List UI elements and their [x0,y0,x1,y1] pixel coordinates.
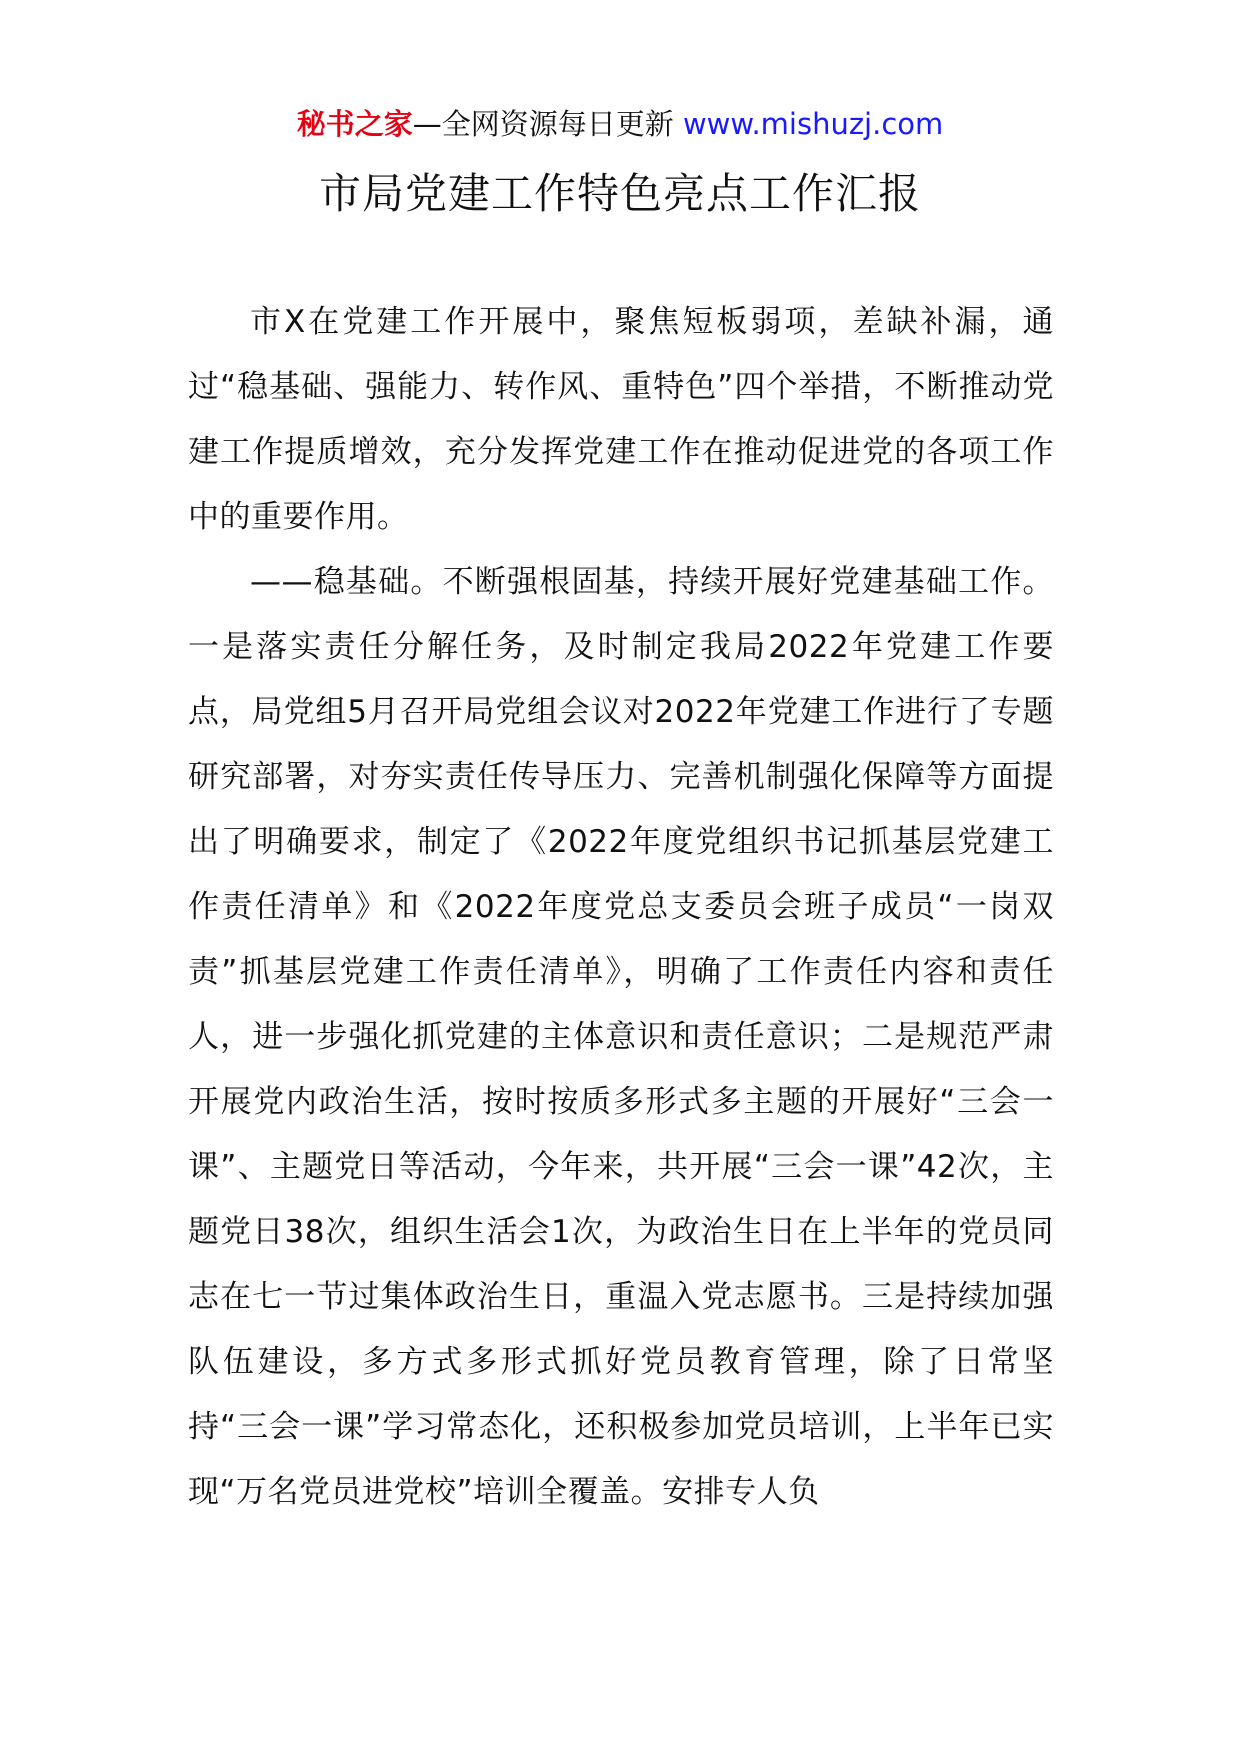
brand-name: 秘书之家 [296,107,413,141]
paragraph-stable-foundation: ——稳基础。不断强根固基，持续开展好党建基础工作。一是落实责任分解任务，及时制定我局2022年党建工作要点，局党组5月召开局党组会议对2022年党建工作进行了专题研究部署，对夯实责任传导压力、完善机制强化保障等方面提出了明确要求，制定了《2022年度党组织书记抓基层党建工作责任清单》和《2022年度党总支委员会班子成员“一岗双责”抓基层党建工作责任清单》，明确了工作责任内容和责任人，进一步强化抓党建的主体意识和责任意识；二是规范严肃开展党内政治生活，按时按质多形式多主题的开展好“三会一课”、主题党日等活动，今年来，共开展“三会一课”42次，主题党日38次，组织生活会1次，为政治生日在上半年的党员同志在七一节过集体政治生日，重温入党志愿书。三是持续加强队伍建设，多方式多形式抓好党员教育管理，除了日常坚持“三会一课”学习常态化，还积极参加党员培训，上半年已实现“万名党员进党校”培训全覆盖。安排专人负 [188,564,1054,1510]
paragraph-intro: 市X在党建工作开展中，聚焦短板弱项，差缺补漏，通过“稳基础、强能力、转作风、重特色”四个举措，不断推动党建工作提质增效，充分发挥党建工作在推动促进党的各项工作中的重要作用。 [188,304,1054,535]
header-slogan: —全网资源每日更新 [412,107,674,141]
site-header [0,104,1240,144]
document-title: 市局党建工作特色亮点工作汇报 [318,169,921,218]
document-body [188,290,1054,1525]
site-url-link[interactable]: www.mishuzj.com [682,107,944,141]
